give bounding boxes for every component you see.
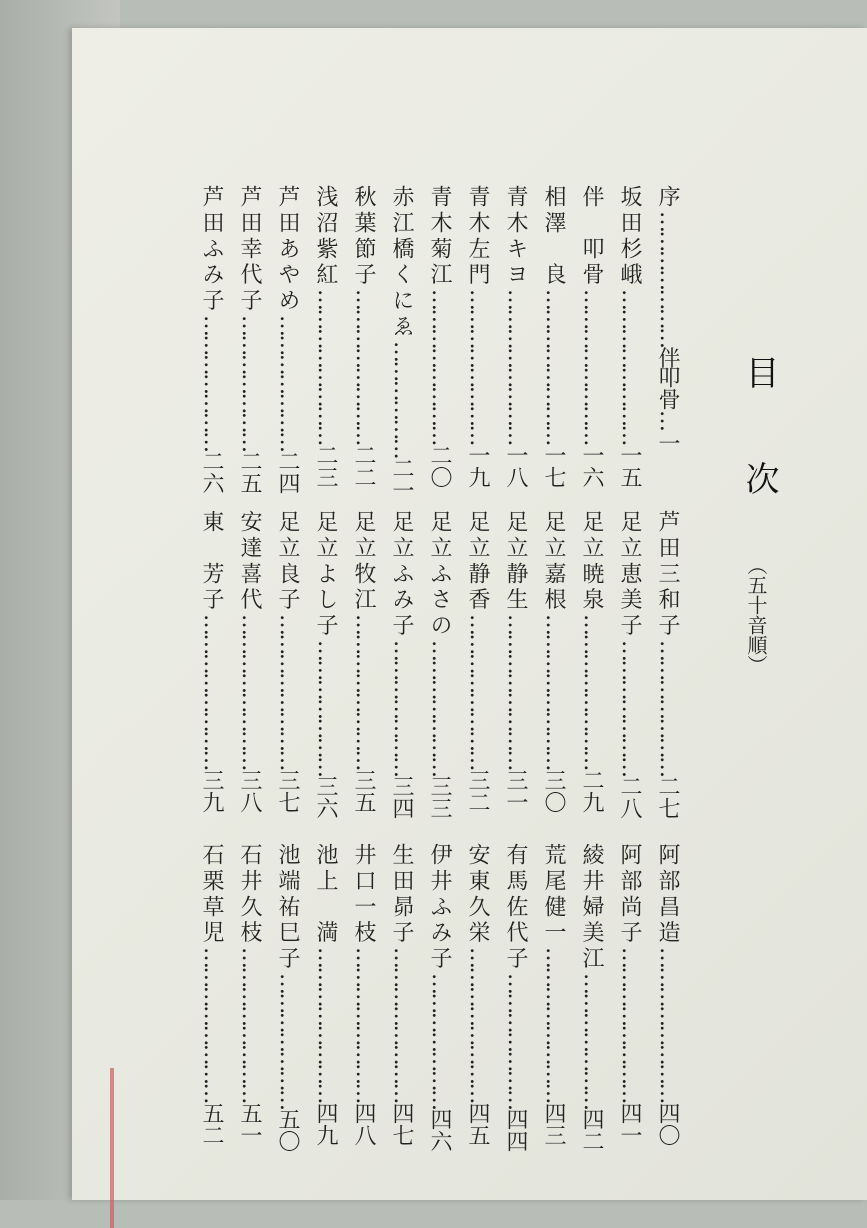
entry-name: 浅沼紫紅 [313, 185, 338, 289]
entry-name: 相澤 良 [541, 185, 566, 289]
toc-column-2 [199, 510, 686, 820]
toc-entry [344, 185, 382, 488]
page-number: 二八 [617, 775, 642, 820]
page-number: 三二 [465, 768, 490, 813]
page-number: 二四 [275, 450, 300, 495]
entry-name: 東 芳子 [199, 510, 224, 614]
leader-dots: …………………… [617, 288, 642, 444]
page-title: 目 次 [739, 355, 779, 526]
page-number: 四七 [389, 1101, 414, 1146]
toc-entry [420, 510, 458, 820]
entry-name: 足立ふさの [427, 510, 452, 640]
leader-dots: …………………… [465, 288, 490, 444]
page-number: 四三 [541, 1101, 566, 1146]
toc-entry [420, 843, 458, 1153]
toc-entry [534, 185, 572, 488]
leader-dots: …………………… [541, 946, 566, 1102]
toc-entry [420, 185, 458, 488]
leader-dots: …………………… [503, 613, 528, 769]
leader-dots: …………………… [313, 946, 338, 1102]
toc-entry [610, 843, 648, 1146]
page-number: 三六 [313, 775, 338, 820]
toc-entry [610, 185, 648, 488]
leader-dots: …………………… [199, 613, 224, 769]
entry-name: 足立静香 [465, 510, 490, 614]
page-number: 四八 [351, 1101, 376, 1146]
page-number: 五二 [199, 1101, 224, 1146]
page-number: 二〇 [427, 443, 452, 488]
toc-entry [382, 185, 420, 501]
toc-entry [496, 510, 534, 813]
leader-dots: ………………… [503, 972, 528, 1109]
toc-entry [648, 185, 686, 460]
leader-dots: ………………… [275, 972, 300, 1109]
toc-entry [192, 843, 230, 1146]
entry-name: 芦田あやめ [275, 185, 300, 315]
entry-name: 芦田幸代子 [237, 185, 262, 315]
leader-dots: …………………… [389, 946, 414, 1102]
entry-name: 石栗草児 [199, 843, 224, 947]
toc-entry [306, 185, 344, 488]
toc-entry [268, 185, 306, 495]
entry-name: 荒尾健一 [541, 843, 566, 947]
entry-name: 井口一枝 [351, 843, 376, 947]
toc-entry [534, 843, 572, 1146]
entry-name: 阿部尚子 [617, 843, 642, 947]
toc-entry [382, 510, 420, 820]
toc-entry [572, 510, 610, 813]
leader-dots: …………………… [465, 946, 490, 1102]
toc-entry [192, 510, 230, 813]
leader-dots: …………………… [541, 613, 566, 769]
entry-name: 綾井婦美江 [579, 843, 604, 973]
leader-dots: ………………… [655, 639, 680, 776]
page-number: 二九 [579, 768, 604, 813]
toc-entry [230, 185, 268, 495]
leader-dots: ………………… [579, 972, 604, 1109]
entry-name: 青木キヨ [503, 185, 528, 289]
page-number: 二三 [313, 443, 338, 488]
page-number: 二五 [237, 450, 262, 495]
leader-dots: …………………… [503, 288, 528, 444]
leader-dots: ………………… [427, 639, 452, 776]
leader-dots: …………………… [579, 613, 604, 769]
page-number: 叩骨…一 [655, 365, 680, 454]
page-number: 四五 [465, 1101, 490, 1146]
page-number: 三四 [389, 775, 414, 820]
page-number: 四九 [313, 1101, 338, 1146]
page-number: 一五 [617, 443, 642, 488]
entry-name: 足立恵美子 [617, 510, 642, 640]
leader-dots: ………………… [199, 314, 224, 451]
entry-name: 池上 満 [313, 843, 338, 947]
entry-name: 青木左門 [465, 185, 490, 289]
leader-dots: …………………… [465, 613, 490, 769]
toc-entry [648, 843, 686, 1146]
page-number: 三五 [351, 768, 376, 813]
entry-name: 石井久枝 [237, 843, 262, 947]
page-number: 二二 [351, 443, 376, 488]
leader-dots: ………………… [313, 639, 338, 776]
entry-name: 芦田三和子 [655, 510, 680, 640]
entry-name: 池端祐巳子 [275, 843, 300, 973]
entry-name: 足立嘉根 [541, 510, 566, 614]
page-number: 二七 [655, 775, 680, 820]
leader-dots: ………………… [617, 639, 642, 776]
entry-name: 伴 叩骨 [579, 185, 604, 289]
toc-entry [496, 185, 534, 488]
toc-entry [610, 510, 648, 820]
leader-dots: …………………伴 [655, 210, 680, 366]
toc-entry [534, 510, 572, 813]
page-number: 三九 [199, 768, 224, 813]
entry-name: 秋葉節子 [351, 185, 376, 289]
entry-name: 足立よし子 [313, 510, 338, 640]
page-number: 五一 [237, 1101, 262, 1146]
entry-name: 安東久栄 [465, 843, 490, 947]
leader-dots: …………………… [617, 946, 642, 1102]
entry-name: 生田昴子 [389, 843, 414, 947]
leader-dots: ………………… [237, 314, 262, 451]
leader-dots: …………………… [237, 946, 262, 1102]
entry-name: 足立静生 [503, 510, 528, 614]
leader-dots: …………………… [313, 288, 338, 444]
entry-name: 赤江橋くにゑ [389, 185, 414, 341]
leader-dots: …………………… [275, 613, 300, 769]
page-number: 二一 [389, 456, 414, 501]
leader-dots: ………………… [275, 314, 300, 451]
entry-name: 伊井ふみ子 [427, 843, 452, 973]
page-number: 四一 [617, 1101, 642, 1146]
page-number: 四二 [579, 1108, 604, 1153]
entry-name: 芦田ふみ子 [199, 185, 224, 315]
toc-entry [572, 843, 610, 1153]
page-subtitle: （五十音順） [744, 555, 768, 675]
toc-entry [344, 843, 382, 1146]
toc-entry [382, 843, 420, 1146]
page-edge [110, 1068, 114, 1228]
page-number: 四〇 [655, 1101, 680, 1146]
toc-entry [230, 843, 268, 1146]
page-number: 三三 [427, 775, 452, 820]
page-number: 三七 [275, 768, 300, 813]
toc-entry [268, 843, 306, 1153]
toc-column-3 [199, 843, 686, 1153]
leader-dots: …………………… [351, 946, 376, 1102]
page-number: 三八 [237, 768, 262, 813]
leader-dots: …………………… [579, 288, 604, 444]
entry-name: 足立良子 [275, 510, 300, 614]
leader-dots: …………………… [427, 288, 452, 444]
leader-dots: …………………… [351, 613, 376, 769]
toc-entry [306, 843, 344, 1146]
toc-column-1 [199, 185, 686, 501]
entry-name: 坂田杉峨 [617, 185, 642, 289]
leader-dots: …………………… [351, 288, 376, 444]
page-number: 一九 [465, 443, 490, 488]
entry-name: 足立牧江 [351, 510, 376, 614]
leader-dots: …………………… [199, 946, 224, 1102]
toc-entry [458, 185, 496, 488]
page-number: 一六 [579, 443, 604, 488]
leader-dots: ……………… [389, 340, 414, 457]
page-number: 一八 [503, 443, 528, 488]
leader-dots: ………………… [427, 972, 452, 1109]
toc-entry [268, 510, 306, 813]
toc-entry [230, 510, 268, 813]
page-number: 三〇 [541, 768, 566, 813]
page-number: 三一 [503, 768, 528, 813]
entry-name: 序 [655, 185, 680, 211]
toc-entry [458, 510, 496, 813]
toc-entry [192, 185, 230, 495]
toc-entry [306, 510, 344, 820]
leader-dots: ………………… [389, 639, 414, 776]
toc-entry [496, 843, 534, 1153]
entry-name: 青木菊江 [427, 185, 452, 289]
leader-dots: …………………… [655, 946, 680, 1102]
page-number: 四六 [427, 1108, 452, 1153]
toc-entry [458, 843, 496, 1146]
page-number: 四四 [503, 1108, 528, 1153]
entry-name: 足立ふみ子 [389, 510, 414, 640]
page-number: 五〇 [275, 1108, 300, 1153]
entry-name: 阿部昌造 [655, 843, 680, 947]
leader-dots: …………………… [541, 288, 566, 444]
entry-name: 有馬佐代子 [503, 843, 528, 973]
leader-dots: …………………… [237, 613, 262, 769]
entry-name: 足立暁泉 [579, 510, 604, 614]
toc-entry [648, 510, 686, 820]
entry-name: 安達喜代 [237, 510, 262, 614]
toc-entry [572, 185, 610, 488]
toc-entry [344, 510, 382, 813]
page-number: 二六 [199, 450, 224, 495]
page-number: 一七 [541, 443, 566, 488]
